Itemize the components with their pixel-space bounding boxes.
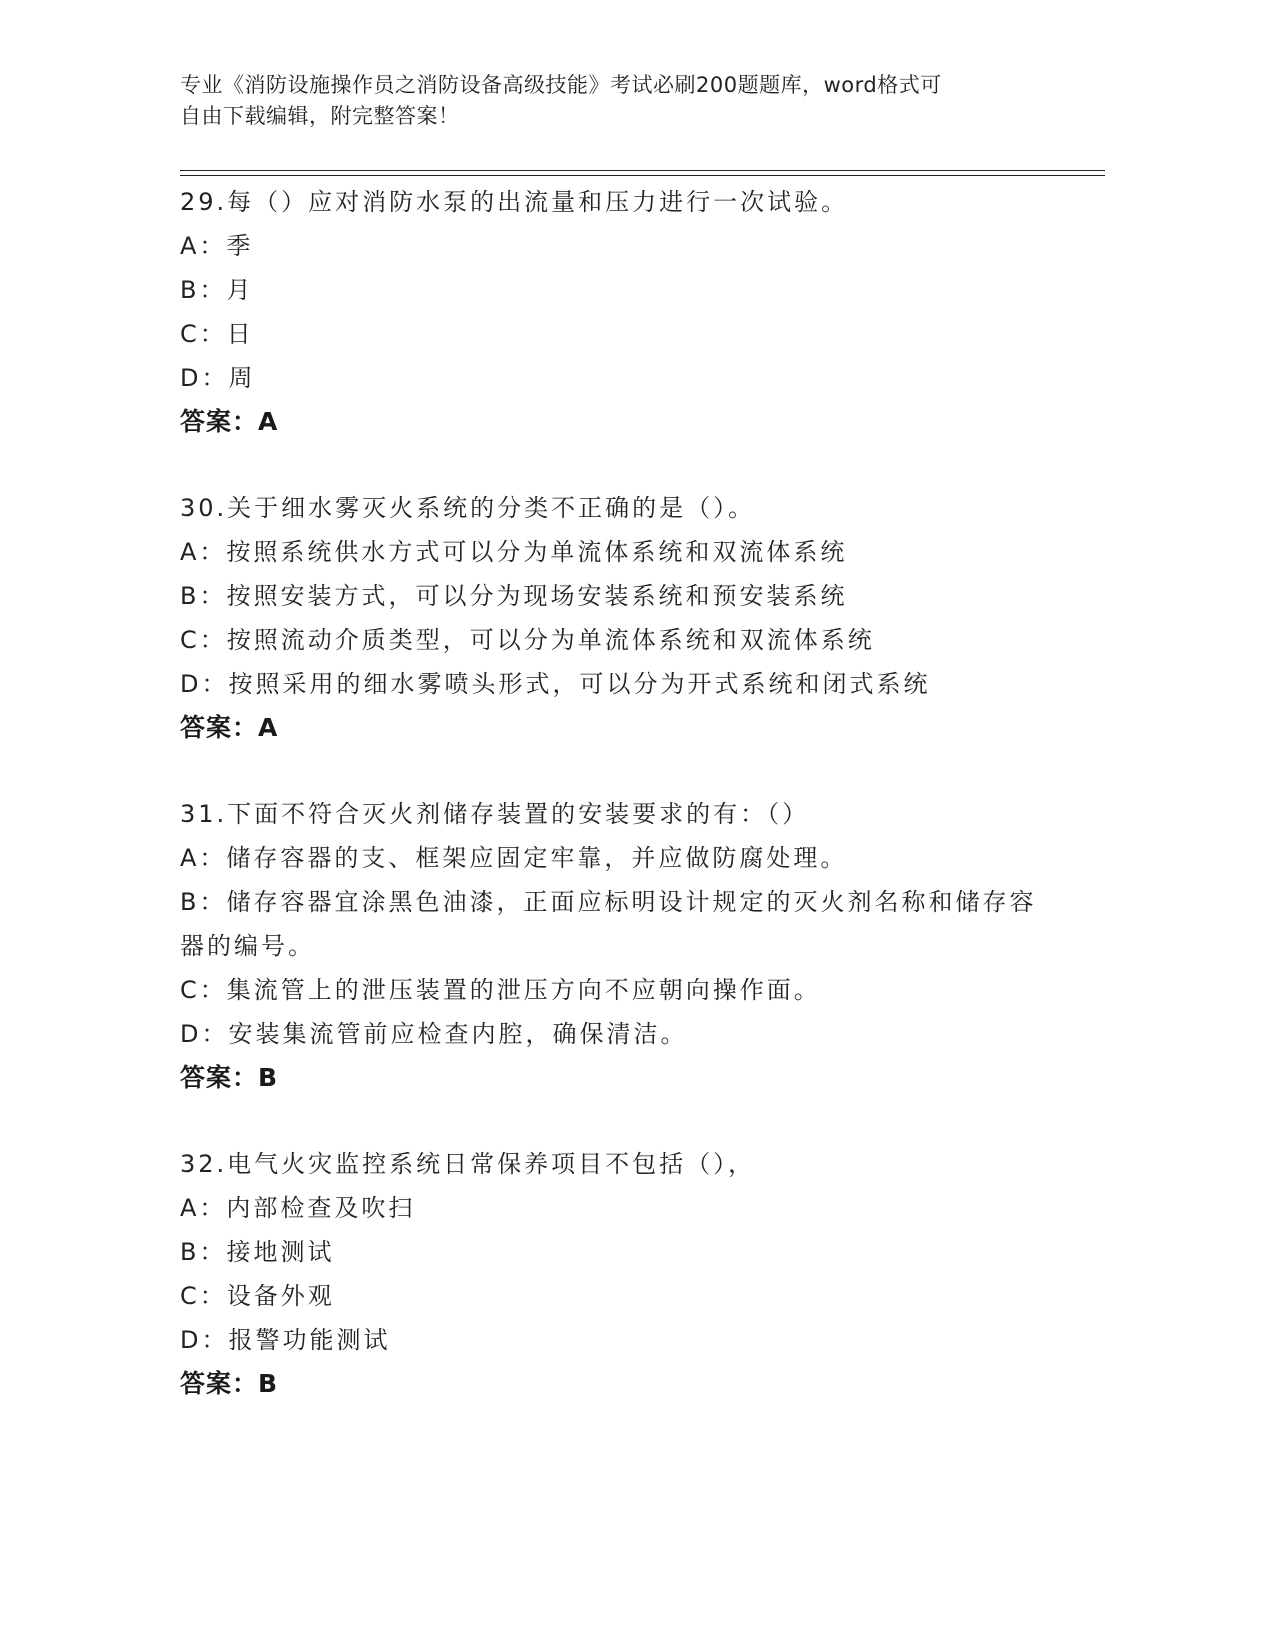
option-b: B：储存容器宜涂黑色油漆，正面应标明设计规定的灭火剂名称和储存容器的编号。	[180, 888, 1037, 960]
option-c: C：按照流动介质类型，可以分为单流体系统和双流体系统	[180, 626, 875, 654]
option-b: B：接地测试	[180, 1238, 335, 1266]
header-divider-bottom	[180, 175, 1105, 176]
document-header	[180, 70, 1060, 132]
header-line-2: 自由下载编辑，附完整答案！	[180, 104, 460, 128]
option-a: A：按照系统供水方式可以分为单流体系统和双流体系统	[180, 538, 848, 566]
question-list	[180, 180, 1060, 1448]
question-stem: 31.下面不符合灭火剂储存装置的安装要求的有：（）	[180, 800, 810, 828]
answer: 答案：B	[180, 1063, 279, 1092]
question-stem: 30.关于细水雾灭火系统的分类不正确的是（）。	[180, 494, 756, 522]
option-d: D：报警功能测试	[180, 1326, 391, 1354]
header-line-1: 专业《消防设施操作员之消防设备高级技能》考试必刷200题题库，word格式可	[180, 73, 942, 97]
question-32	[180, 1142, 1060, 1406]
option-d: D：周	[180, 364, 256, 392]
question-29	[180, 180, 1060, 444]
header-divider-top	[180, 170, 1105, 171]
answer: 答案：A	[180, 407, 279, 436]
option-d: D：按照采用的细水雾喷头形式，可以分为开式系统和闭式系统	[180, 670, 931, 698]
option-c: C：设备外观	[180, 1282, 335, 1310]
option-c: C：集流管上的泄压装置的泄压方向不应朝向操作面。	[180, 976, 821, 1004]
question-30	[180, 486, 1060, 750]
option-a: A：储存容器的支、框架应固定牢靠，并应做防腐处理。	[180, 844, 848, 872]
option-a: A：内部检查及吹扫	[180, 1194, 416, 1222]
answer: 答案：A	[180, 713, 279, 742]
option-b: B：按照安装方式，可以分为现场安装系统和预安装系统	[180, 582, 848, 610]
option-a: A：季	[180, 232, 254, 260]
option-b: B：月	[180, 276, 254, 304]
answer: 答案：B	[180, 1369, 279, 1398]
option-d: D：安装集流管前应检查内腔，确保清洁。	[180, 1020, 688, 1048]
option-c: C：日	[180, 320, 254, 348]
question-stem: 29.每（）应对消防水泵的出流量和压力进行一次试验。	[180, 188, 849, 216]
question-stem: 32.电气火灾监控系统日常保养项目不包括（），	[180, 1150, 756, 1178]
question-31	[180, 792, 1060, 1100]
